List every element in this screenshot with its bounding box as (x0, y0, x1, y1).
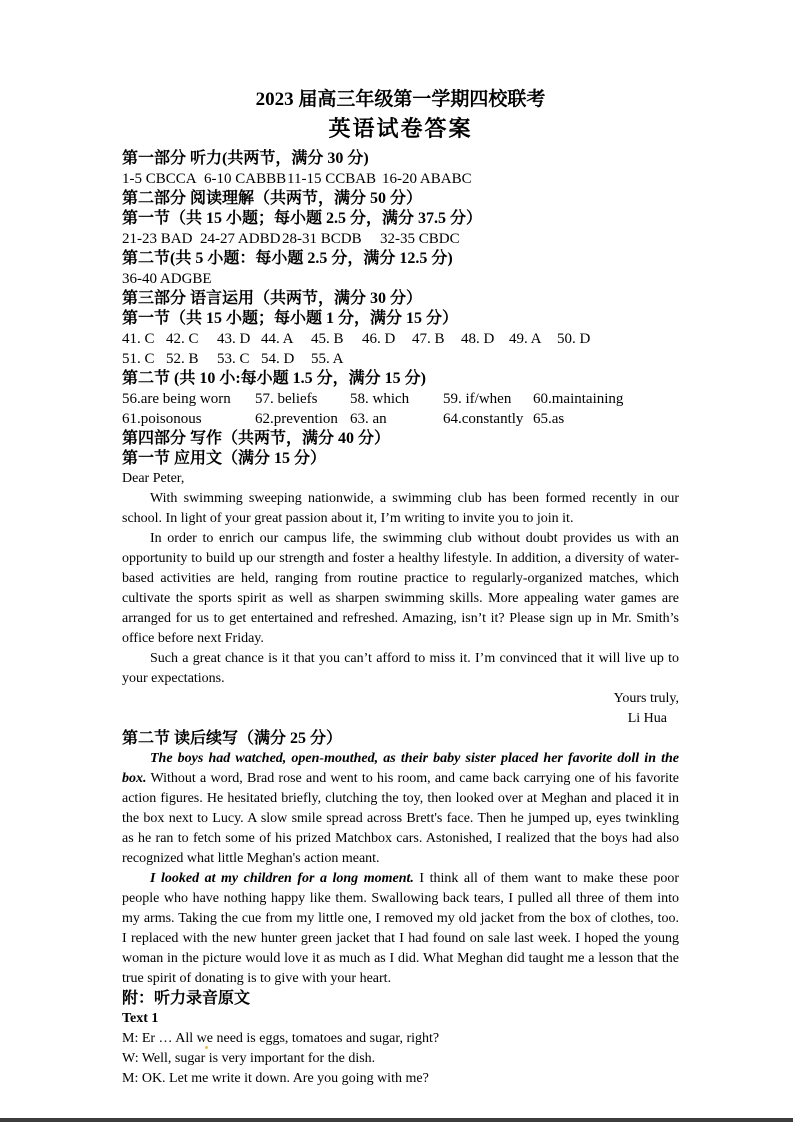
part2-section1-heading: 第一节（共 15 小题；每小题 2.5 分，满分 37.5 分） (122, 210, 483, 227)
letter-paragraph-1: With swimming sweeping nationwide, a swimming club has been formed recently in our school. In light of your great passion about it, I’m writing to invite you to join it. (122, 491, 679, 526)
continuation-paragraph-1 (122, 749, 679, 869)
answer-item: 45. B (311, 331, 344, 347)
scan-artifact-dot (205, 1046, 208, 1049)
answer-group: 36-40 ADGBE (122, 271, 212, 287)
dialogue-line: M: OK. Let me write it down. Are you going with me? (122, 1071, 429, 1086)
cloze-answers-row-2 (122, 349, 679, 369)
answer-group: 16-20 ABABC (382, 171, 472, 187)
answer-item: 59. if/when (443, 391, 512, 407)
answer-group: 24-27 ADBD (200, 231, 281, 247)
answer-item: 58. which (350, 391, 410, 407)
answer-item: 55. A (311, 351, 344, 367)
continuation-body-2: I think all of them want to make these poor people who have nothing happy like them. Swallowing back tears, I pulled all three of them into my arms. Taking the cue from my little one, I removed my old jacket from the box of clothes, too. I replaced with the new hunter green jacket that I had found on sale last week. I hoped the young woman in the picture would love it as much as I did. What Meghan did taught me a lesson that the true spirit of donating is to give with your heart. (122, 871, 680, 986)
grammar-answers-row-1 (122, 389, 679, 409)
answer-group: 28-31 BCDB (282, 231, 362, 247)
answer-item: 61.poisonous (122, 411, 202, 427)
part1-heading: 第一部分 听力(共两节，满分 30 分) (122, 150, 369, 167)
answer-item: 62.prevention (255, 411, 338, 427)
answer-item: 65.as (533, 411, 565, 427)
answer-group: 6-10 CABBB (204, 171, 287, 187)
page-bottom-edge (0, 1118, 793, 1122)
answer-item: 50. D (557, 331, 591, 347)
exam-subtitle: 英语试卷答案 (328, 116, 473, 141)
answer-item: 53. C (217, 351, 250, 367)
answer-item: 57. beliefs (255, 391, 318, 407)
answer-item: 63. an (350, 411, 387, 427)
listening-answers-row (122, 169, 679, 189)
answer-group: 21-23 BAD (122, 231, 193, 247)
answer-item: 64.constantly (443, 411, 524, 427)
letter-paragraph-2: In order to enrich our campus life, the swimming club without doubt provides us with an opportunity to build up our strength and foster a healthy lifestyle. In addition, a diversity of water-based activities are held, ranging from routine practice to regularly-organized matches, which cultivate the sports spirit as well as sharpen swimming skills. More appealing water games are arranged for us to get entertained and refreshed. Amazing, isn’t it? Please sign up in Mr. Smith’s office before next Friday. (122, 531, 679, 646)
letter-paragraph-3: Such a great chance is it that you can’t afford to miss it. I’m convinced that it will live up to your expectations. (122, 651, 679, 686)
answer-item: 42. C (166, 331, 199, 347)
answer-item: 52. B (166, 351, 199, 367)
exam-title: 2023 届高三年级第一学期四校联考 (255, 89, 546, 110)
text1-label: Text 1 (122, 1011, 159, 1026)
continuation-body-1: Without a word, Brad rose and went to his room, and came back carrying one of his favorite action figures. He hesitated briefly, clutching the toy, then looked over at Meghan and placed it in the box next to Lucy. A slow smile spread across Brett's face. Then he jumped up, eyes twinkling as he ran to fetch some of his prized Matchbox cars. Astonished, I realized that the boys had also recognized what little Meghan's action meant. (122, 771, 679, 866)
continuation-paragraph-2 (122, 869, 679, 989)
answer-item: 49. A (509, 331, 542, 347)
part3-heading: 第三部分 语言运用（共两节，满分 30 分） (122, 290, 423, 307)
answer-item: 46. D (362, 331, 396, 347)
part3-section2-heading: 第二节 (共 10 小:每小题 1.5 分，满分 15 分) (122, 370, 426, 387)
answer-item: 48. D (461, 331, 495, 347)
letter-closing: Yours truly, (613, 691, 679, 706)
grammar-answers-row-2 (122, 409, 679, 429)
part4-heading: 第四部分 写作（共两节，满分 40 分） (122, 430, 391, 447)
given-sentence-1: The boys had watched, open-mouthed, as their baby sister placed her favorite doll in the box. (122, 751, 679, 786)
answer-group: 1-5 CBCCA (122, 171, 197, 187)
answer-item: 44. A (261, 331, 294, 347)
part4-section2-heading: 第二节 读后续写（满分 25 分） (122, 730, 343, 747)
part4-section1-heading: 第一节 应用文（满分 15 分） (122, 450, 327, 467)
seven-choose-five-answers (122, 269, 679, 289)
part2-section2-heading: 第二节(共 5 小题：每小题 2.5 分，满分 12.5 分) (122, 250, 453, 267)
cloze-answers-row-1 (122, 329, 679, 349)
answer-item: 43. D (217, 331, 251, 347)
answer-group: 11-15 CCBAB (287, 171, 377, 187)
answer-item: 41. C (122, 331, 155, 347)
answer-group: 32-35 CBDC (380, 231, 460, 247)
reading-answers-row (122, 229, 679, 249)
part2-heading: 第二部分 阅读理解（共两节，满分 50 分） (122, 190, 423, 207)
part3-section1-heading: 第一节（共 15 小题；每小题 1 分，满分 15 分） (122, 310, 459, 327)
given-sentence-2: I looked at my children for a long moment. (150, 871, 414, 886)
dialogue-line: W: Well, sugar is very important for the dish. (122, 1051, 376, 1066)
answer-item: 51. C (122, 351, 155, 367)
answer-item: 60.maintaining (533, 391, 624, 407)
letter-signature: Li Hua (627, 711, 667, 726)
dialogue-line: M: Er … All we need is eggs, tomatoes and sugar, right? (122, 1031, 440, 1046)
answer-item: 54. D (261, 351, 295, 367)
answer-item: 47. B (412, 331, 445, 347)
appendix-heading: 附：听力录音原文 (122, 990, 251, 1007)
answer-item: 56.are being worn (122, 391, 231, 407)
letter-salutation: Dear Peter, (122, 471, 185, 486)
